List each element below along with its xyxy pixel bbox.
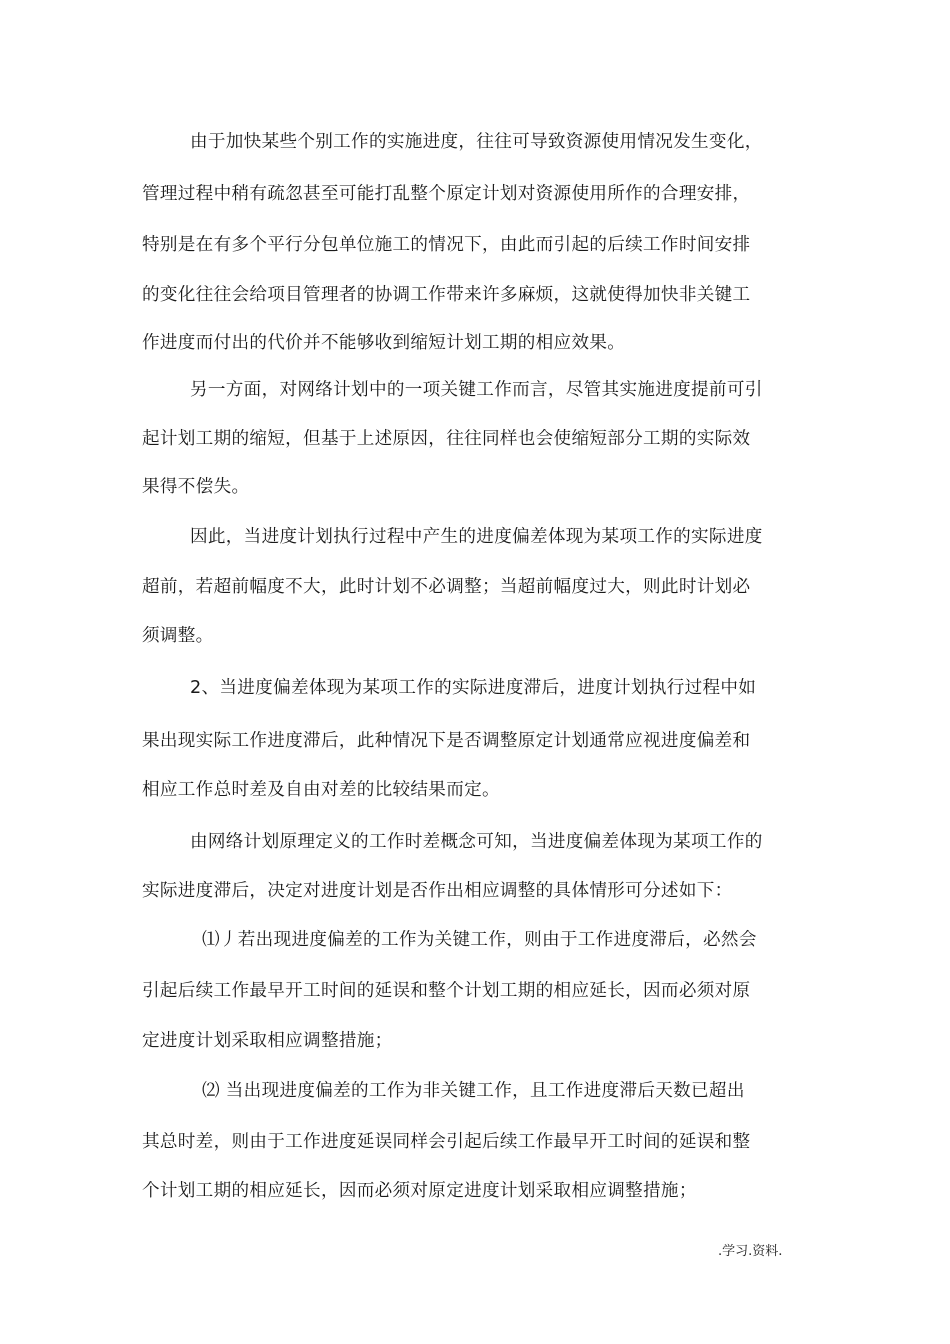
text-line: 果得不偿失。 xyxy=(142,477,250,497)
text-line: 其总时差，则由于工作进度延误同样会引起后续工作最早开工时间的延误和整 xyxy=(142,1132,751,1152)
text-line: 由网络计划原理定义的工作时差概念可知，当进度偏差体现为某项工作的 xyxy=(190,832,763,852)
text-line: 果出现实际工作进度滞后，此种情况下是否调整原定计划通常应视进度偏差和 xyxy=(142,731,751,751)
text-line: 的变化往往会给项目管理者的协调工作带来许多麻烦，这就使得加快非关键工 xyxy=(142,285,751,305)
text-line: 另一方面，对网络计划中的一项关键工作而言，尽管其实施进度提前可引 xyxy=(190,380,763,400)
text-line: ⑵ 当出现进度偏差的工作为非关键工作，且工作进度滞后天数已超出 xyxy=(202,1081,745,1101)
text-line: 个计划工期的相应延长，因而必须对原定进度计划采取相应调整措施； xyxy=(142,1181,697,1201)
text-line: 引起后续工作最早开工时间的延误和整个计划工期的相应延长，因而必须对原 xyxy=(142,981,751,1001)
text-line: 实际进度滞后，决定对进度计划是否作出相应调整的具体情形可分述如下： xyxy=(142,881,733,901)
text-line: 起计划工期的缩短，但基于上述原因，往往同样也会使缩短部分工期的实际效 xyxy=(142,429,751,449)
page-footer: .学习.资料. xyxy=(718,1244,783,1259)
text-line: 定进度计划采取相应调整措施； xyxy=(142,1031,393,1051)
text-line: 2、当进度偏差体现为某项工作的实际进度滞后，进度计划执行过程中如 xyxy=(190,678,757,698)
text-line: 因此，当进度计划执行过程中产生的进度偏差体现为某项工作的实际进度 xyxy=(190,527,763,547)
text-line: 作进度而付出的代价并不能够收到缩短计划工期的相应效果。 xyxy=(142,333,626,353)
text-line: 相应工作总时差及自由对差的比较结果而定。 xyxy=(142,780,500,800)
text-line: 须调整。 xyxy=(142,626,214,646)
text-line: 特别是在有多个平行分包单位施工的情况下，由此而引起的后续工作时间安排 xyxy=(142,235,751,255)
text-line: 管理过程中稍有疏忽甚至可能打乱整个原定计划对资源使用所作的合理安排， xyxy=(142,184,751,204)
text-line: 由于加快某些个别工作的实施进度，往往可导致资源使用情况发生变化， xyxy=(190,132,763,152)
text-line: 超前，若超前幅度不大，此时计划不必调整；当超前幅度过大，则此时计划必 xyxy=(142,577,751,597)
text-line: ⑴丿若出现进度偏差的工作为关键工作，则由于工作进度滞后，必然会 xyxy=(202,930,757,950)
